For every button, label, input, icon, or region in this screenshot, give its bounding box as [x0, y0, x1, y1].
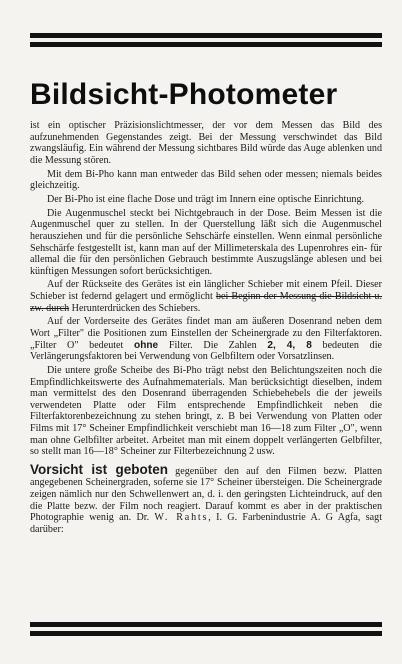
section-heading: Vorsicht ist geboten: [30, 461, 169, 477]
body-text: [30, 120, 382, 538]
top-rule-lower: [30, 42, 382, 47]
bottom-rule-upper: [30, 622, 382, 627]
paragraph-caution: Vorsicht ist geboten gegenüber den auf den Filmen bezw. Platten angegebenen Scheinergraden, soferne sie 17° Scheiner übersteigen. Die Scheinergrade zeigen nämlich nur den Schwellenwert an, d. i. den geringsten Lichteindruck, auf den die Platte bezw. der Film noch reagiert. Darauf kommt es aber in der praktischen Photographie wenig an. Dr. W. Rahts, I. G. Farbenindustrie A. G Agfa, sagt darüber:: [30, 461, 382, 535]
paragraph-construction: Der Bi-Pho ist eine flache Dose und trägt im Innern eine optische Einrichtung.: [47, 193, 365, 205]
document-title: Bildsicht-Photometer: [30, 78, 338, 111]
paragraph-slider: Auf der Rückseite des Gerätes ist ein länglicher Schieber mit einem Pfeil. Dieser Schieber ist federnd gelagert und ermöglicht bei Beginn der Messung die Bildsicht u. zw. durch Herunterdrücken des Schiebers.: [30, 279, 383, 314]
emphasis-ohne: ohne: [134, 339, 159, 351]
paragraph-filter: Auf der Vorderseite des Gerätes findet man am äußeren Dosenrand neben dem Wort „Filter" die Positionen zum Einstellen der Scheinergrade zu den Filterfaktoren. „Filter O" bedeutet ohne Filter. Die Zahlen 2, 4, 8 bedeuten die Verlängerungsfaktoren bei Verwendung von Gelbfiltern oder Vorsatzlinsen.: [30, 316, 382, 363]
author-name: W. Rahts: [154, 512, 209, 524]
top-rule-upper: [30, 33, 382, 38]
paragraph-eyepiece: Die Augenmuschel steckt bei Nichtgebrauch in der Dose. Beim Messen ist die Augenmuschel quer zu stellen. In der Querstellung läßt sich die Augenmuschel herausziehen und für die persönliche Sehschärfe einstellen. Wenn einmal persönliche Sehschärfe festgestellt ist, kann man auf der Millimeterskala des Lupenrohres ein- für allemal die für den persönlichen Gebrauch bestimmte Auszugslänge ablesen und bei künftigen Messungen sofort berücksichtigen.: [30, 207, 382, 277]
paragraph-usage: Mit dem Bi-Pho kann man entweder das Bild sehen oder messen; niemals beides gleichzeitig.: [30, 168, 382, 192]
bottom-rule-lower: [30, 631, 382, 636]
emphasis-numbers: 2, 4, 8: [267, 339, 312, 351]
paragraph-intro: ist ein optischer Präzisionslichtmesser, der vor dem Messen das Bild des aufzunehmenden Gegenstandes zeigt. Bei der Messung verschwindet das Bild zwangsläufig. Ein während der Messung sichtbares Bild würde das Auge ablenken und die Messung stören.: [30, 120, 382, 166]
paragraph-sensitivity: Die untere große Scheibe des Bi-Pho trägt nebst den Belichtungszeiten noch die Empfindlichkeitswerte des Aufnahmematerials. Man berücksichtigt dieselben, indem man vermittelst des den Dosenrand überragenden Schiebehebels die der jeweils verwendeten Platte oder Film entsprechende Empfindlichkeit neben die Filterfaktorenbezeichnung zu stehen bringt, z. B bei Verwendung von Platten oder Films mit 17° Scheiner Empfindlichkeit verschiebt man 16—18 zum Filter „O", wenn man ohne Gelbfilter arbeitet. Arbeitet man mit einem doppelt verlängerten Gelbfilter, so stellt man 16—18° Scheiner zur Filterbezeichnung 2 usw.: [30, 365, 382, 458]
struck-text: bei Beginn der Messung die Bildsicht u. zw. durch: [30, 291, 383, 314]
